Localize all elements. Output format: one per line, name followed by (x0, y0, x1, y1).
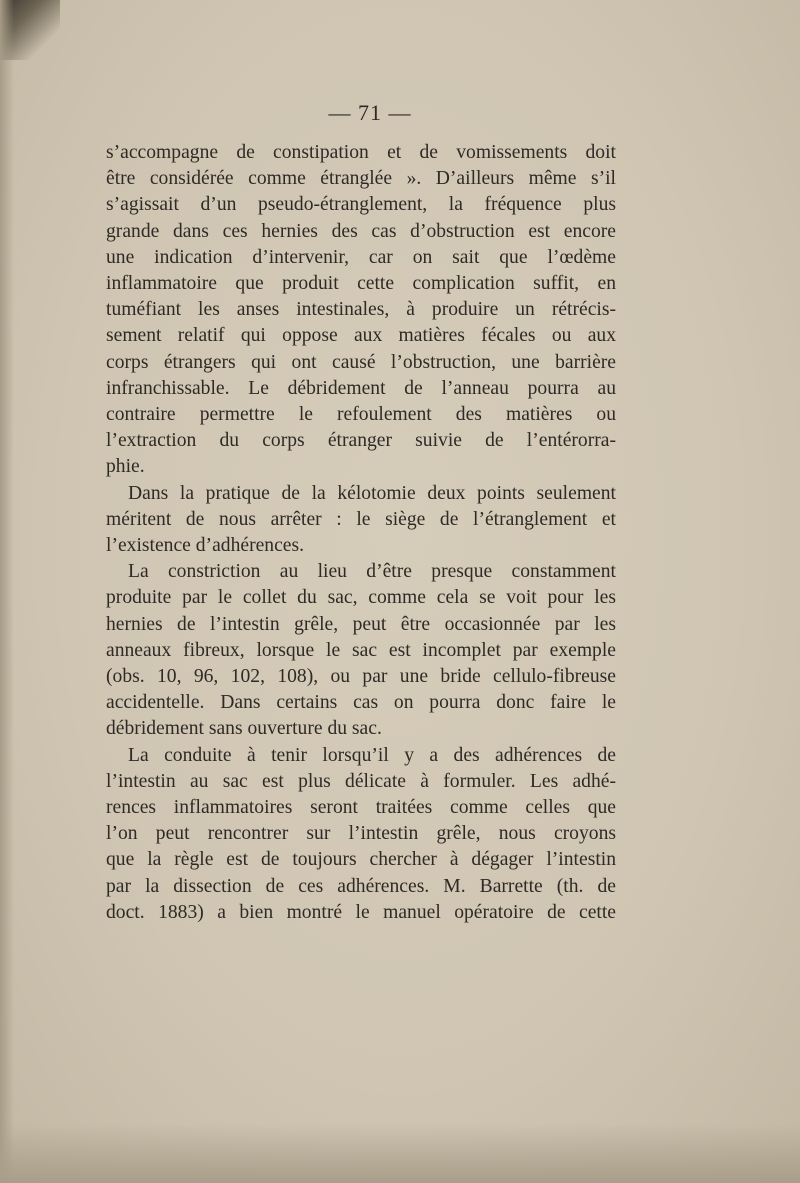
text-line: par la dissection de ces adhérences. M. Barrette (th. de (106, 875, 616, 897)
text-line: grande dans ces hernies des cas d’obstruction est encore (106, 220, 616, 242)
text-line: l’on peut rencontrer sur l’intestin grêle, nous croyons (106, 823, 616, 845)
text-line: rences inflammatoires seront traitées comme celles que (106, 797, 616, 819)
text-line: produite par le collet du sac, comme cela se voit pour les (106, 587, 616, 609)
text-line: l’extraction du corps étranger suivie de l’entérorra- (106, 430, 616, 452)
text-line: s’accompagne de constipation et de vomissements doit (106, 142, 616, 163)
text-line: tuméfiant les anses intestinales, à produire un rétrécis- (106, 299, 616, 321)
page-bottom-edge (0, 1123, 800, 1183)
body-text (106, 140, 616, 926)
text-line: l’existence d’adhérences. (106, 535, 305, 557)
text-line: contraire permettre le refoulement des matières ou (106, 404, 616, 426)
text-line: corps étrangers qui ont causé l’obstruction, une barrière (106, 351, 616, 373)
text-line: phie. (106, 456, 145, 478)
text-line: sement relatif qui oppose aux matières fécales ou aux (106, 325, 616, 347)
text-line: infranchissable. Le débridement de l’anneau pourra au (106, 377, 616, 399)
text-line: être considérée comme étranglée ». D’ailleurs même s’il (106, 168, 616, 190)
text-line: La conduite à tenir lorsqu’il y a des adhérences de (128, 744, 616, 766)
text-line: accidentelle. Dans certains cas on pourra donc faire le (106, 692, 616, 714)
text-line: Dans la pratique de la kélotomie deux points seulement (128, 482, 616, 504)
page-number: — 71 — (328, 100, 412, 125)
text-line: (obs. 10, 96, 102, 108), ou par une bride cellulo-fibreuse (106, 666, 616, 688)
text-line: hernies de l’intestin grêle, peut être occasionnée par les (106, 613, 616, 635)
text-line: débridement sans ouverture du sac. (106, 718, 382, 740)
text-line: une indication d’intervenir, car on sait que l’œdème (106, 246, 616, 268)
text-line: que la règle est de toujours chercher à dégager l’intestin (106, 849, 616, 871)
text-line: l’intestin au sac est plus délicate à formuler. Les adhé- (106, 770, 616, 792)
text-line: inflammatoire que produit cette complication suffit, en (106, 273, 616, 295)
page-left-edge (0, 0, 14, 1183)
text-line: doct. 1883) a bien montré le manuel opératoire de cette (106, 901, 616, 923)
text-line: s’agissait d’un pseudo-étranglement, la fréquence plus (106, 194, 616, 216)
text-line: anneaux fibreux, lorsque le sac est incomplet par exemple (106, 639, 616, 661)
text-line: La constriction au lieu d’être presque constamment (128, 561, 616, 583)
text-line: méritent de nous arrêter : le siège de l’étranglement et (106, 508, 616, 530)
